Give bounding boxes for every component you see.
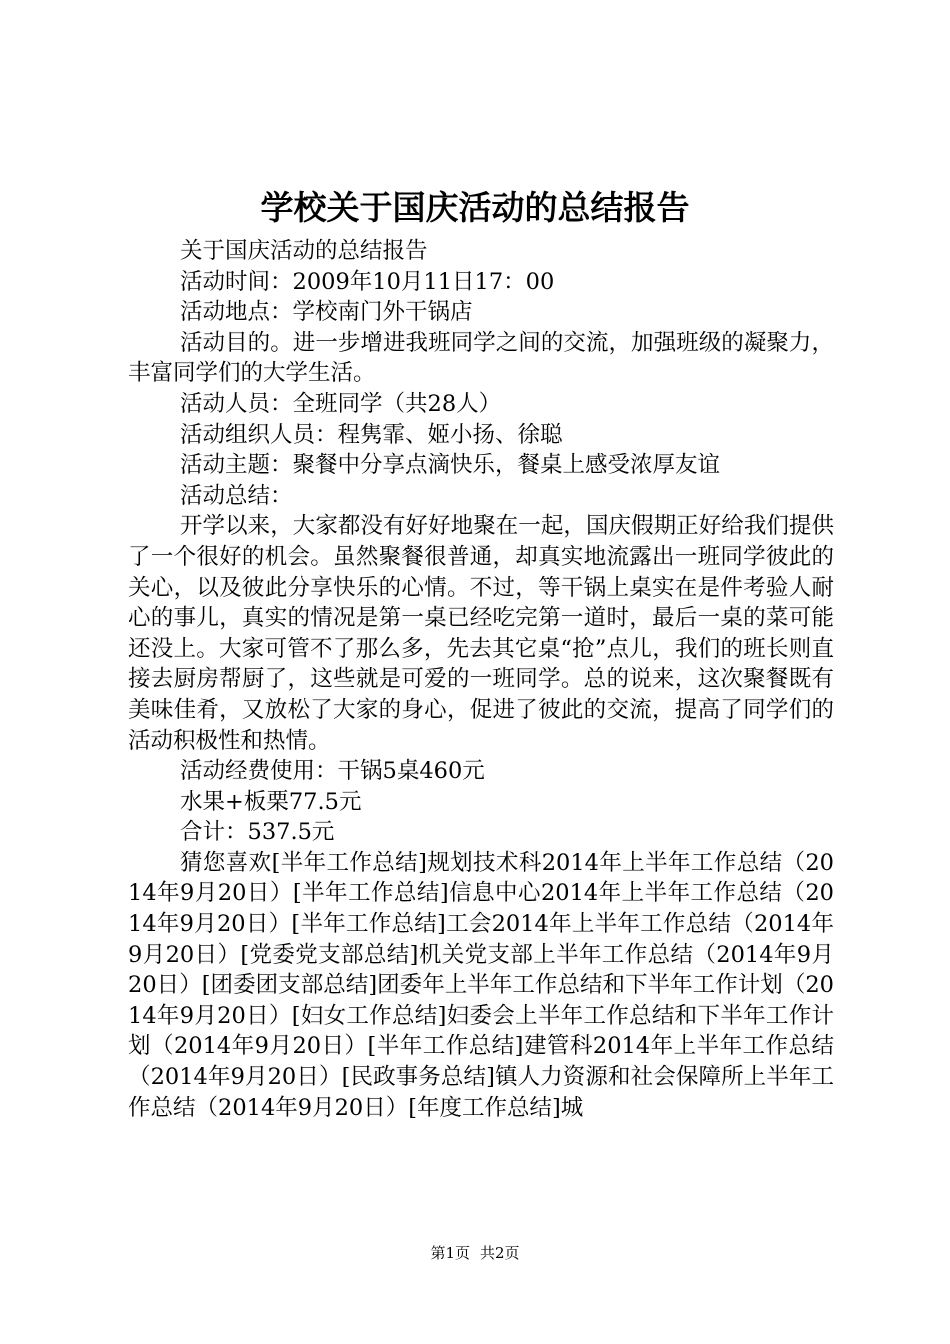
paragraph-expense-pot: 活动经费使用：干锅5桌460元 bbox=[180, 758, 485, 785]
paragraph-expense-total: 合计：537.5元 bbox=[180, 819, 335, 846]
document-title: 学校关于国庆活动的总结报告 bbox=[260, 188, 690, 227]
paragraph-subtitle: 关于国庆活动的总结报告 bbox=[180, 238, 428, 264]
paragraph-expense-fruit: 水果+板栗77.5元 bbox=[180, 788, 362, 815]
document-body bbox=[128, 236, 834, 1123]
paragraph-summary-body: 开学以来，大家都没有好好地聚在一起，国庆假期正好给我们提供了一个很好的机会。虽然聚餐很普通，却真实地流露出一班同学彼此的关心，以及彼此分享快乐的心情。不过，等干锅上桌实在是件考验人耐心的事儿，真实的情况是第一桌已经吃完第一道时，最后一桌的菜可能还没上。大家可管不了那么多，先去其它桌“抢”点儿，我们的班长则直接去厨房帮厨了，这些就是可爱的一班同学。总的说来，这次聚餐既有美味佳肴，又放松了大家的身心，促进了彼此的交流，提高了同学们的活动积极性和热情。 bbox=[128, 513, 834, 754]
paragraph-location: 活动地点：学校南门外干锅店 bbox=[180, 299, 473, 326]
paragraph-purpose: 活动目的。进一步增进我班同学之间的交流，加强班级的凝聚力，丰富同学们的大学生活。 bbox=[128, 329, 834, 387]
page-number: 第1页 bbox=[430, 1244, 470, 1262]
paragraph-participants: 活动人员：全班同学（共28人） bbox=[180, 390, 502, 417]
paragraph-organizers: 活动组织人员：程隽霏、姬小扬、徐聪 bbox=[180, 421, 563, 448]
paragraph-time: 活动时间：2009年10月11日17：00 bbox=[180, 268, 555, 295]
paragraph-summary-heading: 活动总结： bbox=[180, 482, 293, 509]
total-pages: 共2页 bbox=[480, 1244, 520, 1262]
paragraph-theme: 活动主题：聚餐中分享点滴快乐，餐桌上感受浓厚友谊 bbox=[180, 452, 721, 479]
paragraph-related-links: 猜您喜欢[半年工作总结]规划技术科2014年上半年工作总结（2014年9月20日）[半年工作总结]信息中心2014年上半年工作总结（2014年9月20日）[半年工作总结]工会2014年上半年工作总结（2014年9月20日）[党委党支部总结]机关党支部上半年工作总结（2014年9月20日）[团委团支部总结]团委年上半年工作总结和下半年工作计划（2014年9月20日）[妇女工作总结]妇委会上半年工作总结和下半年工作计划（2014年9月20日）[半年工作总结]建管科2014年上半年工作总结（2014年9月20日）[民政事务总结]镇人力资源和社会保障所上半年工作总结（2014年9月20日）[年度工作总结]城 bbox=[128, 849, 834, 1121]
page-footer bbox=[0, 1243, 950, 1263]
